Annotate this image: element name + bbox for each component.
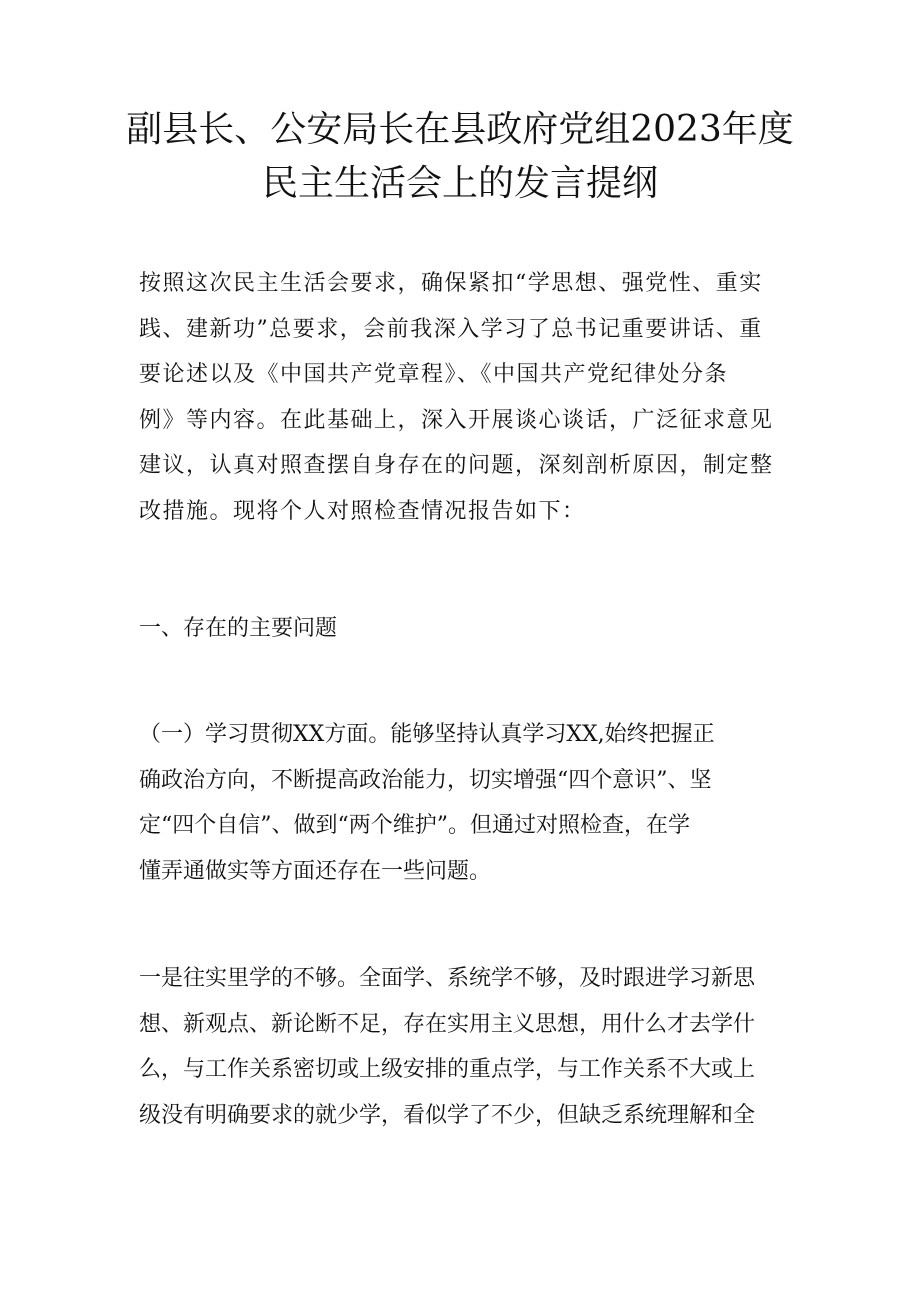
intro-line: 践、建新功”总要求，会前我深入学习了总书记重要讲话、重 [139,316,763,342]
intro-line: 按照这次民主生活会要求，确保紧扣“学思想、强党性、重实 [139,271,763,296]
point-line: 想、新观点、新论断不足，存在实用主义思想，用什么才去学什 [139,1011,756,1037]
point-paragraph [139,956,779,1138]
point-line: 么，与工作关系密切或上级安排的重点学，与工作关系不大或上 [139,1057,756,1082]
point-line: 一是往实里学的不够。全面学、系统学不够，及时跟进学习新思 [139,966,756,991]
intro-line: 要论述以及《中国共产党章程》、《中国共产党纪律处分条 [139,362,729,387]
subsection-paragraph [139,712,779,894]
intro-line: 例》等内容。在此基础上，深入开展谈心谈话，广泛征求意见 [139,407,774,433]
subsection-line: 懂弄通做实等方面还存在一些问题。 [139,858,492,884]
intro-line: 改措施。现将个人对照检查情况报告如下： [139,498,586,524]
document-title-line-2: 民主生活会上的发言提纲 [261,163,658,204]
intro-line: 建议，认真对照查摆自身存在的问题，深刻剖析原因，制定整 [139,453,774,478]
subsection-line: （一）学习贯彻XX方面。能够坚持认真学习XX,始终把握正 [139,722,715,747]
point-line: 级没有明确要求的就少学，看似学了不少，但缺乏系统理解和全 [139,1102,756,1128]
intro-paragraph [139,261,779,534]
subsection-line: 确政治方向，不断提高政治能力，切实增强“四个意识”、坚 [139,767,712,793]
section-heading [139,606,779,652]
document-title-line-1: 副县长、公安局长在县政府党组2023年度 [126,109,794,150]
section-heading-text: 一、存在的主要问题 [139,616,338,641]
subsection-line: 定“四个自信”、做到“两个维护”。但通过对照检查，在学 [139,813,690,838]
